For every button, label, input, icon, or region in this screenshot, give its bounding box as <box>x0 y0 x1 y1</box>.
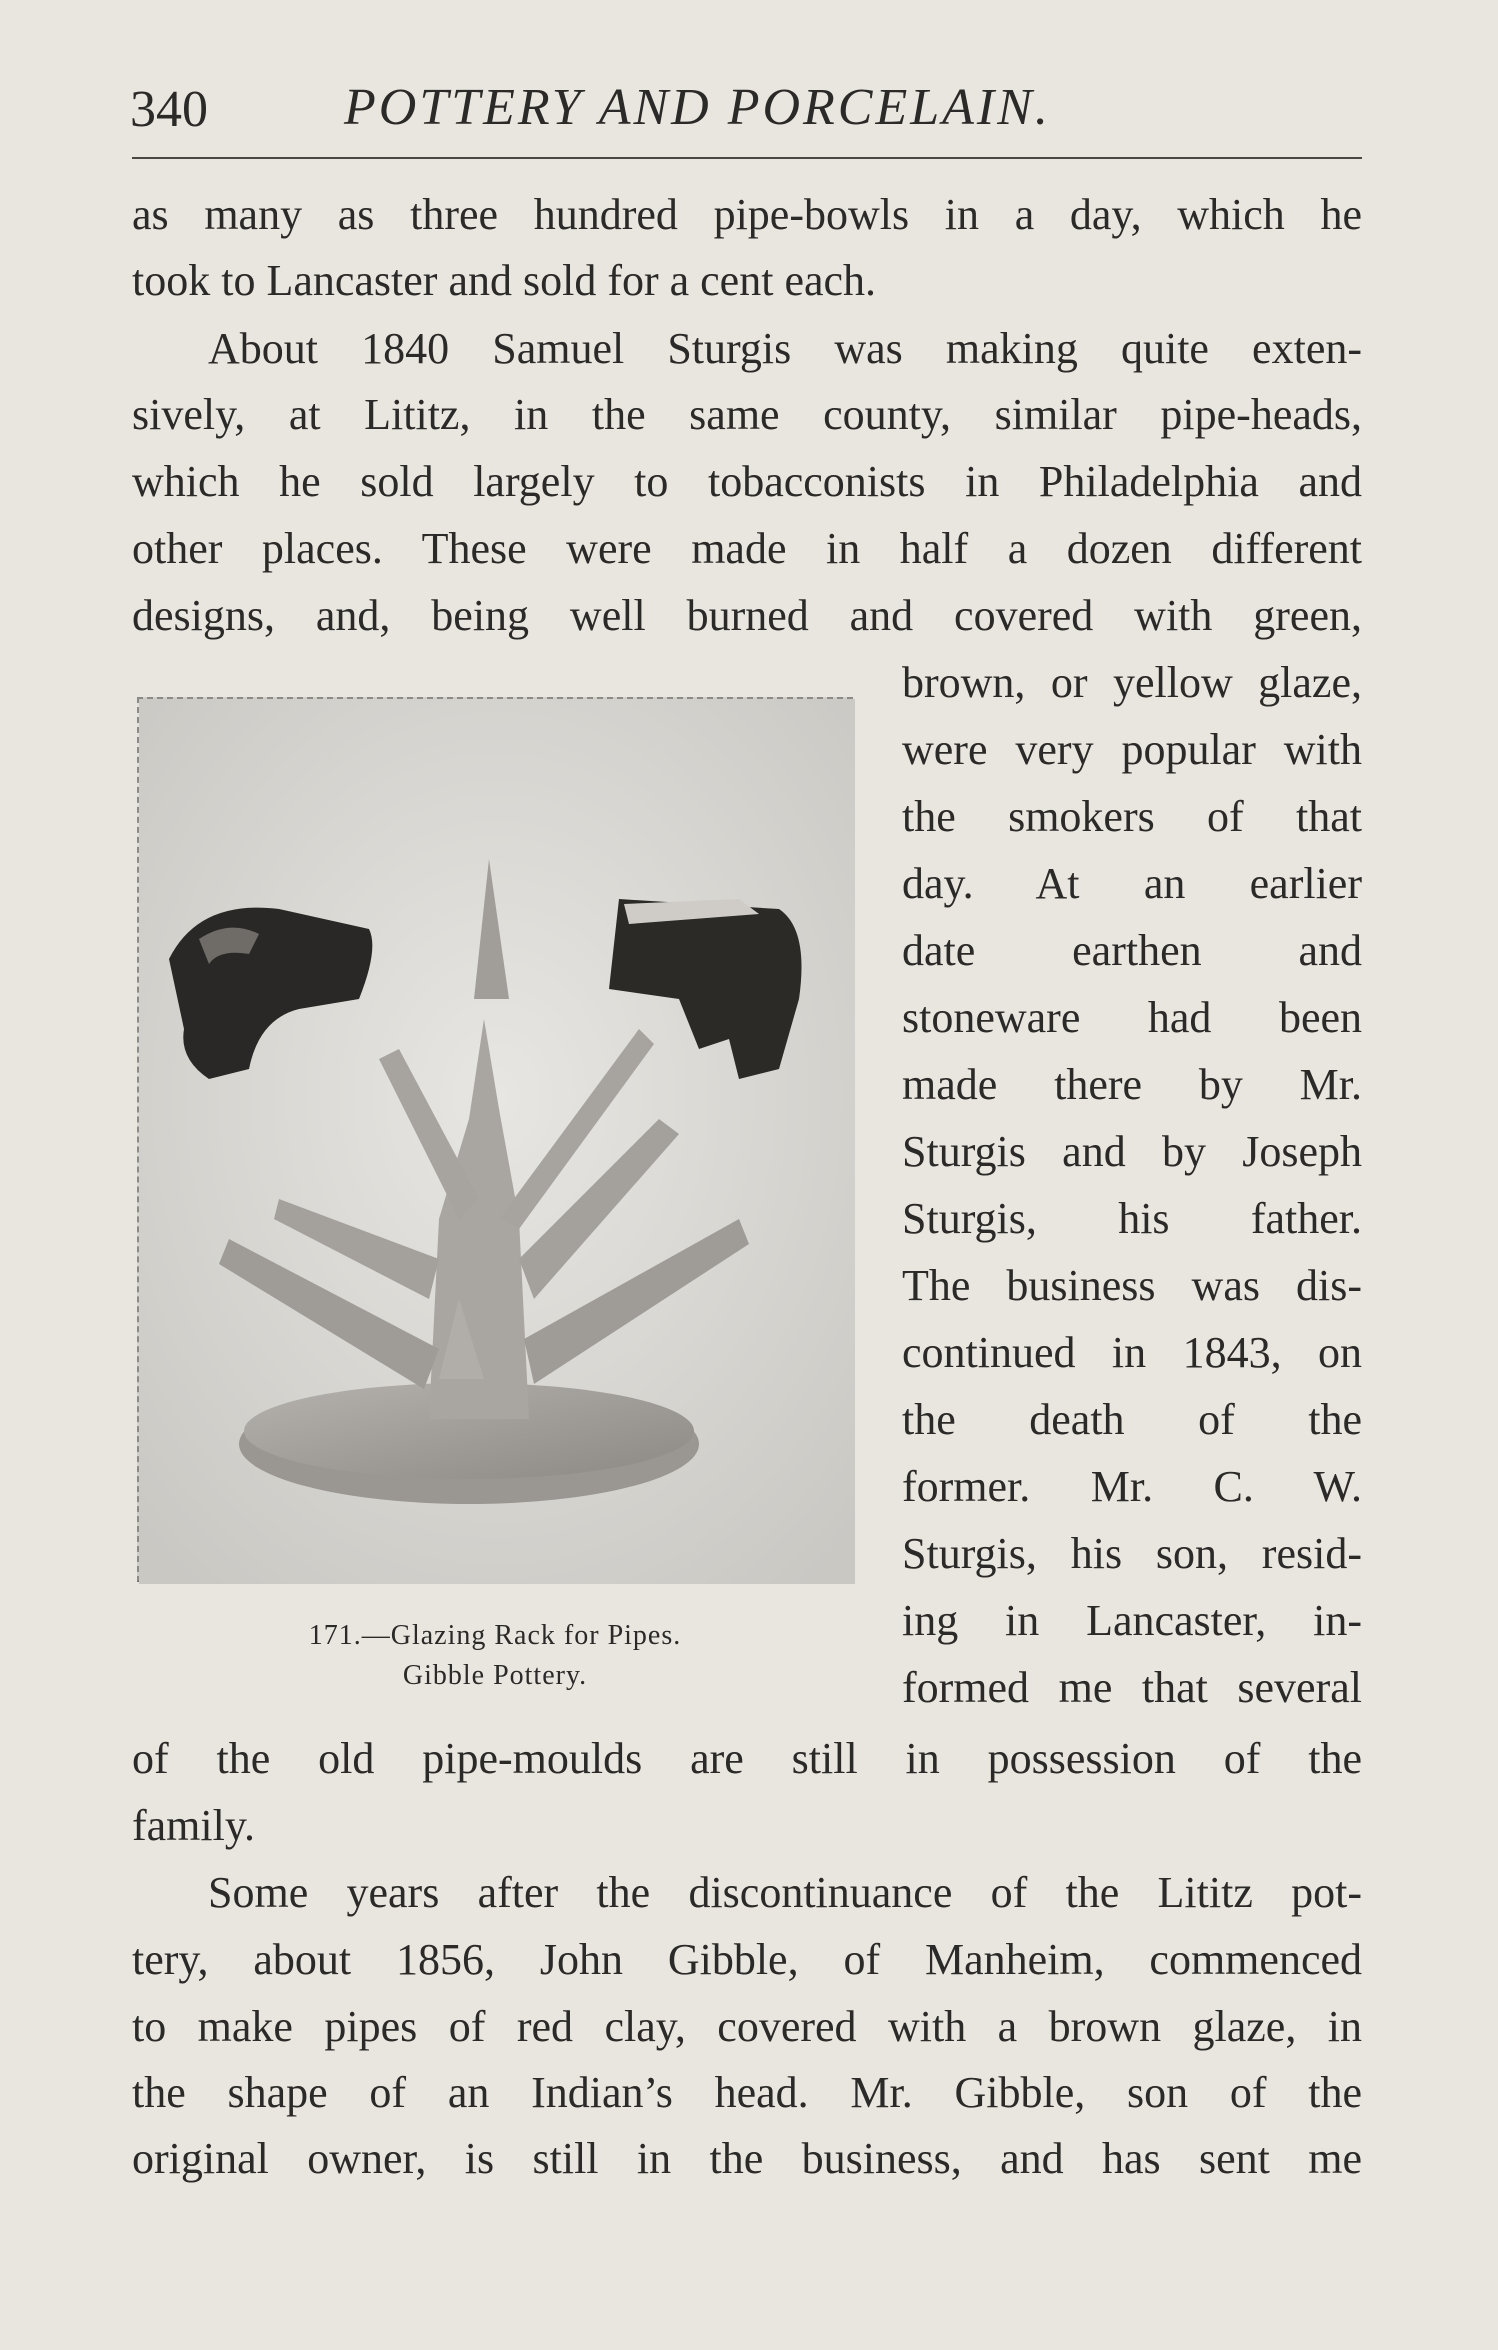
text-line: which he sold largely to tobacconists in Philadelphia and <box>132 457 1362 506</box>
glazing-rack-illustration <box>139 699 855 1584</box>
text-line: Some years after the discontinuance of the Lititz pot- <box>208 1868 1362 1917</box>
text-line: About 1840 Samuel Sturgis was making quite exten- <box>208 324 1362 373</box>
column-text-line: brown, or yellow glaze, <box>902 658 1362 707</box>
column-text-line: day. At an earlier <box>902 859 1362 908</box>
column-text-line: the smokers of that <box>902 792 1362 841</box>
text-line: the shape of an Indian’s head. Mr. Gibble, son of the <box>132 2068 1362 2117</box>
text-line: original owner, is still in the business, and has sent me <box>132 2134 1362 2183</box>
column-text-line: Sturgis, his son, resid- <box>902 1529 1362 1578</box>
figure-caption-line-1: 171.—Glazing Rack for Pipes. <box>308 1620 682 1651</box>
text-line: as many as three hundred pipe-bowls in a day, which he <box>132 190 1362 239</box>
column-text-line: made there by Mr. <box>902 1060 1362 1109</box>
column-text-line: stoneware had been <box>902 993 1362 1042</box>
header-rule <box>132 157 1362 159</box>
text-line: designs, and, being well burned and covered with green, <box>132 591 1362 640</box>
page-header <box>130 70 1360 160</box>
column-text-line: were very popular with <box>902 725 1362 774</box>
page-number: 340 <box>130 81 208 138</box>
column-text-line: The business was dis- <box>902 1261 1362 1310</box>
column-text-line: Sturgis, his father. <box>902 1194 1362 1243</box>
text-line: other places. These were made in half a dozen different <box>132 524 1362 573</box>
text-line: family. <box>132 1801 255 1850</box>
column-text-line: Sturgis and by Joseph <box>902 1127 1362 1176</box>
figure-caption-line-2: Gibble Pottery. <box>402 1660 588 1691</box>
column-text-line: date earthen and <box>902 926 1362 975</box>
column-text-line: the death of the <box>902 1395 1362 1444</box>
column-text-line: ing in Lancaster, in- <box>902 1596 1362 1645</box>
figure-glazing-rack-photo <box>137 697 853 1582</box>
text-line: to make pipes of red clay, covered with a brown glaze, in <box>132 2002 1362 2051</box>
column-text-line: formed me that several <box>902 1663 1362 1712</box>
running-title: POTTERY AND PORCELAIN. <box>344 79 1051 136</box>
text-line: tery, about 1856, John Gibble, of Manheim, commenced <box>132 1935 1362 1984</box>
column-text-line: former. Mr. C. W. <box>902 1462 1362 1511</box>
column-text-line: continued in 1843, on <box>902 1328 1362 1377</box>
text-line: of the old pipe-moulds are still in possession of the <box>132 1734 1362 1783</box>
text-line: took to Lancaster and sold for a cent each. <box>132 256 877 305</box>
text-line: sively, at Lititz, in the same county, similar pipe-heads, <box>132 390 1362 439</box>
